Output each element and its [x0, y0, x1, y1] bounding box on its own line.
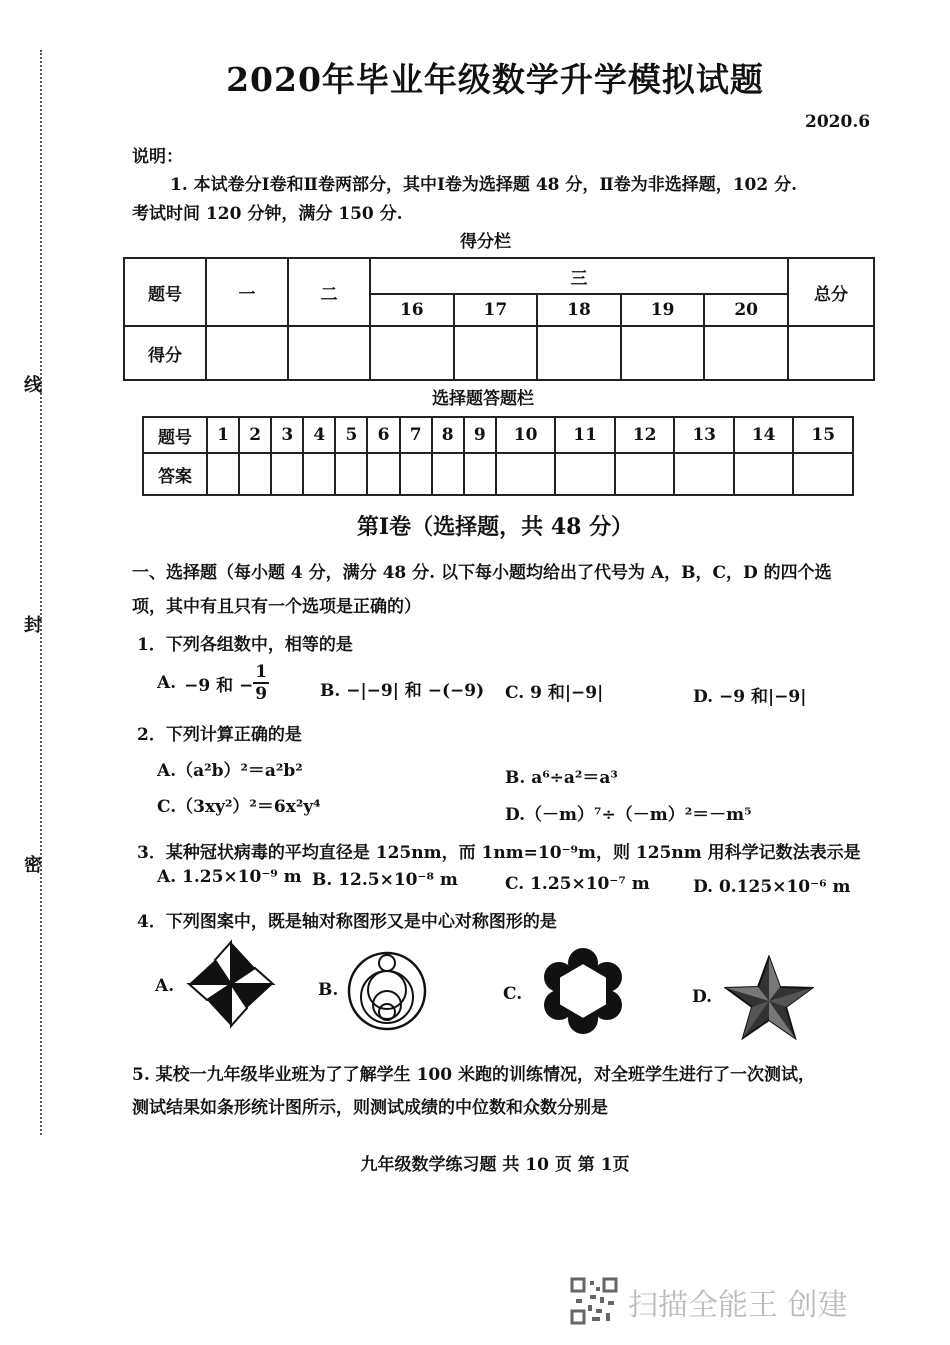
q1-a-label: A.	[157, 673, 177, 693]
answer-cell[interactable]	[207, 453, 239, 495]
answer-number: 3	[271, 417, 303, 453]
answer-cell[interactable]	[335, 453, 367, 495]
answer-cell[interactable]	[239, 453, 271, 495]
score-cell[interactable]	[537, 326, 621, 380]
q1-stem: 1．下列各组数中，相等的是	[137, 635, 353, 655]
note-label: 说明：	[132, 147, 183, 167]
score-cell[interactable]	[788, 326, 874, 380]
score-sub-col: 17	[454, 294, 538, 326]
answer-cell[interactable]	[734, 453, 794, 495]
answer-cell[interactable]	[271, 453, 303, 495]
answer-cell[interactable]	[464, 453, 496, 495]
nested-circles-figure[interactable]	[346, 950, 428, 1032]
q4-option-c-label[interactable]: C.	[503, 984, 523, 1004]
q1-a-fraction	[253, 662, 269, 704]
q2-option-c[interactable]: C.（3xy²）²＝6x²y⁴	[157, 797, 321, 817]
answer-cell[interactable]	[367, 453, 399, 495]
answer-cell[interactable]	[555, 453, 615, 495]
score-cell[interactable]	[206, 326, 288, 380]
q1-a-numerator: 1	[255, 662, 268, 682]
section-title: 第Ⅰ卷（选择题，共 48 分）	[356, 514, 634, 540]
answer-cell[interactable]	[432, 453, 464, 495]
answer-number: 15	[793, 417, 853, 453]
score-cell[interactable]	[370, 326, 454, 380]
score-table	[123, 257, 875, 381]
score-label: 得分	[124, 326, 206, 380]
q2-stem: 2．下列计算正确的是	[137, 725, 302, 745]
answer-number: 2	[239, 417, 271, 453]
answer-cell[interactable]	[303, 453, 335, 495]
binding-line	[40, 50, 42, 1135]
note-line-1: 1. 本试卷分Ⅰ卷和Ⅱ卷两部分，其中Ⅰ卷为选择题 48 分，Ⅱ卷为非选择题，102 分.	[170, 175, 798, 195]
margin-char-feng: 封	[21, 615, 42, 633]
score-col-1: 一	[206, 258, 288, 326]
answer-number: 11	[555, 417, 615, 453]
q4-option-a-label[interactable]: A.	[155, 976, 175, 996]
q3-option-c[interactable]: C. 1.25×10⁻⁷ m	[505, 874, 650, 894]
answer-number: 8	[432, 417, 464, 453]
page-footer: 九年级数学练习题 共 10 页 第 1页	[360, 1155, 630, 1175]
section-intro-2: 项，其中有且只有一个选项是正确的）	[132, 597, 421, 617]
q5-line-1: 5. 某校一九年级毕业班为了了解学生 100 米跑的训练情况，对全班学生进行了一次测试，	[132, 1065, 815, 1085]
score-cell[interactable]	[704, 326, 788, 380]
answer-table	[142, 416, 854, 496]
pinwheel-figure[interactable]	[185, 938, 277, 1030]
q1-a-denominator: 9	[255, 684, 268, 704]
score-cell[interactable]	[621, 326, 705, 380]
answer-cell[interactable]	[496, 453, 556, 495]
note-line-2: 考试时间 120 分钟，满分 150 分.	[132, 204, 403, 224]
answer-number: 12	[615, 417, 675, 453]
q4-option-b-label[interactable]: B.	[318, 980, 339, 1000]
score-sub-col: 19	[621, 294, 705, 326]
q1-a-text: −9 和 −	[184, 675, 254, 696]
q3-option-d[interactable]: D. 0.125×10⁻⁶ m	[693, 877, 851, 897]
score-col-3: 三	[370, 258, 788, 294]
star-figure[interactable]	[724, 955, 814, 1041]
answer-label: 答案	[143, 453, 207, 495]
answer-number: 13	[674, 417, 734, 453]
q5-line-2: 测试结果如条形统计图所示，则测试成绩的中位数和众数分别是	[132, 1098, 608, 1118]
score-sub-col: 16	[370, 294, 454, 326]
q2-option-a[interactable]: A.（a²b）²＝a²b²	[157, 761, 303, 781]
answer-number: 9	[464, 417, 496, 453]
answer-table-caption: 选择题答题栏	[432, 389, 534, 409]
q3-option-a[interactable]: A. 1.25×10⁻⁹ m	[157, 867, 302, 887]
hexagon-flower-figure[interactable]	[540, 948, 626, 1034]
q1-option-c[interactable]: C. 9 和|−9|	[505, 683, 604, 703]
q1-option-b[interactable]: B. −|−9| 和 −(−9)	[320, 681, 485, 701]
answer-number: 10	[496, 417, 556, 453]
score-col-2: 二	[288, 258, 370, 326]
q1-option-a[interactable]	[157, 662, 269, 704]
answer-number: 14	[734, 417, 794, 453]
score-cell[interactable]	[454, 326, 538, 380]
answer-number: 1	[207, 417, 239, 453]
q2-option-b[interactable]: B. a⁶÷a²＝a³	[505, 768, 618, 788]
score-sub-col: 20	[704, 294, 788, 326]
answer-number: 6	[367, 417, 399, 453]
score-cell[interactable]	[288, 326, 370, 380]
q1-option-d[interactable]: D. −9 和|−9|	[693, 687, 807, 707]
answer-number: 5	[335, 417, 367, 453]
q3-stem: 3．某种冠状病毒的平均直径是 125nm，而 1nm=10⁻⁹m，则 125nm 用科学记数法表示是	[137, 843, 861, 863]
q2-option-d[interactable]: D.（－m）⁷÷（－m）²＝－m⁵	[505, 805, 752, 825]
score-row-label: 题号	[124, 258, 206, 326]
qr-code-icon	[570, 1277, 618, 1325]
answer-row-label: 题号	[143, 417, 207, 453]
answer-number: 4	[303, 417, 335, 453]
score-table-caption: 得分栏	[460, 232, 511, 252]
margin-char-xian: 线	[21, 375, 42, 393]
margin-char-mi: 密	[21, 855, 42, 873]
scanner-watermark: 扫描全能王 创建	[628, 1288, 848, 1323]
answer-number: 7	[400, 417, 432, 453]
score-total: 总分	[788, 258, 874, 326]
answer-cell[interactable]	[615, 453, 675, 495]
score-sub-col: 18	[537, 294, 621, 326]
q4-stem: 4．下列图案中，既是轴对称图形又是中心对称图形的是	[137, 912, 557, 932]
answer-cell[interactable]	[400, 453, 432, 495]
exam-date: 2020.6	[805, 112, 871, 132]
q4-option-d-label[interactable]: D.	[692, 987, 713, 1007]
answer-cell[interactable]	[793, 453, 853, 495]
q3-option-b[interactable]: B. 12.5×10⁻⁸ m	[312, 870, 458, 890]
section-intro-1: 一、选择题（每小题 4 分，满分 48 分. 以下每小题均给出了代号为 A，B，C，D 的四个选	[132, 563, 832, 583]
page-title: 2020年毕业年级数学升学模拟试题	[226, 60, 764, 99]
answer-cell[interactable]	[674, 453, 734, 495]
